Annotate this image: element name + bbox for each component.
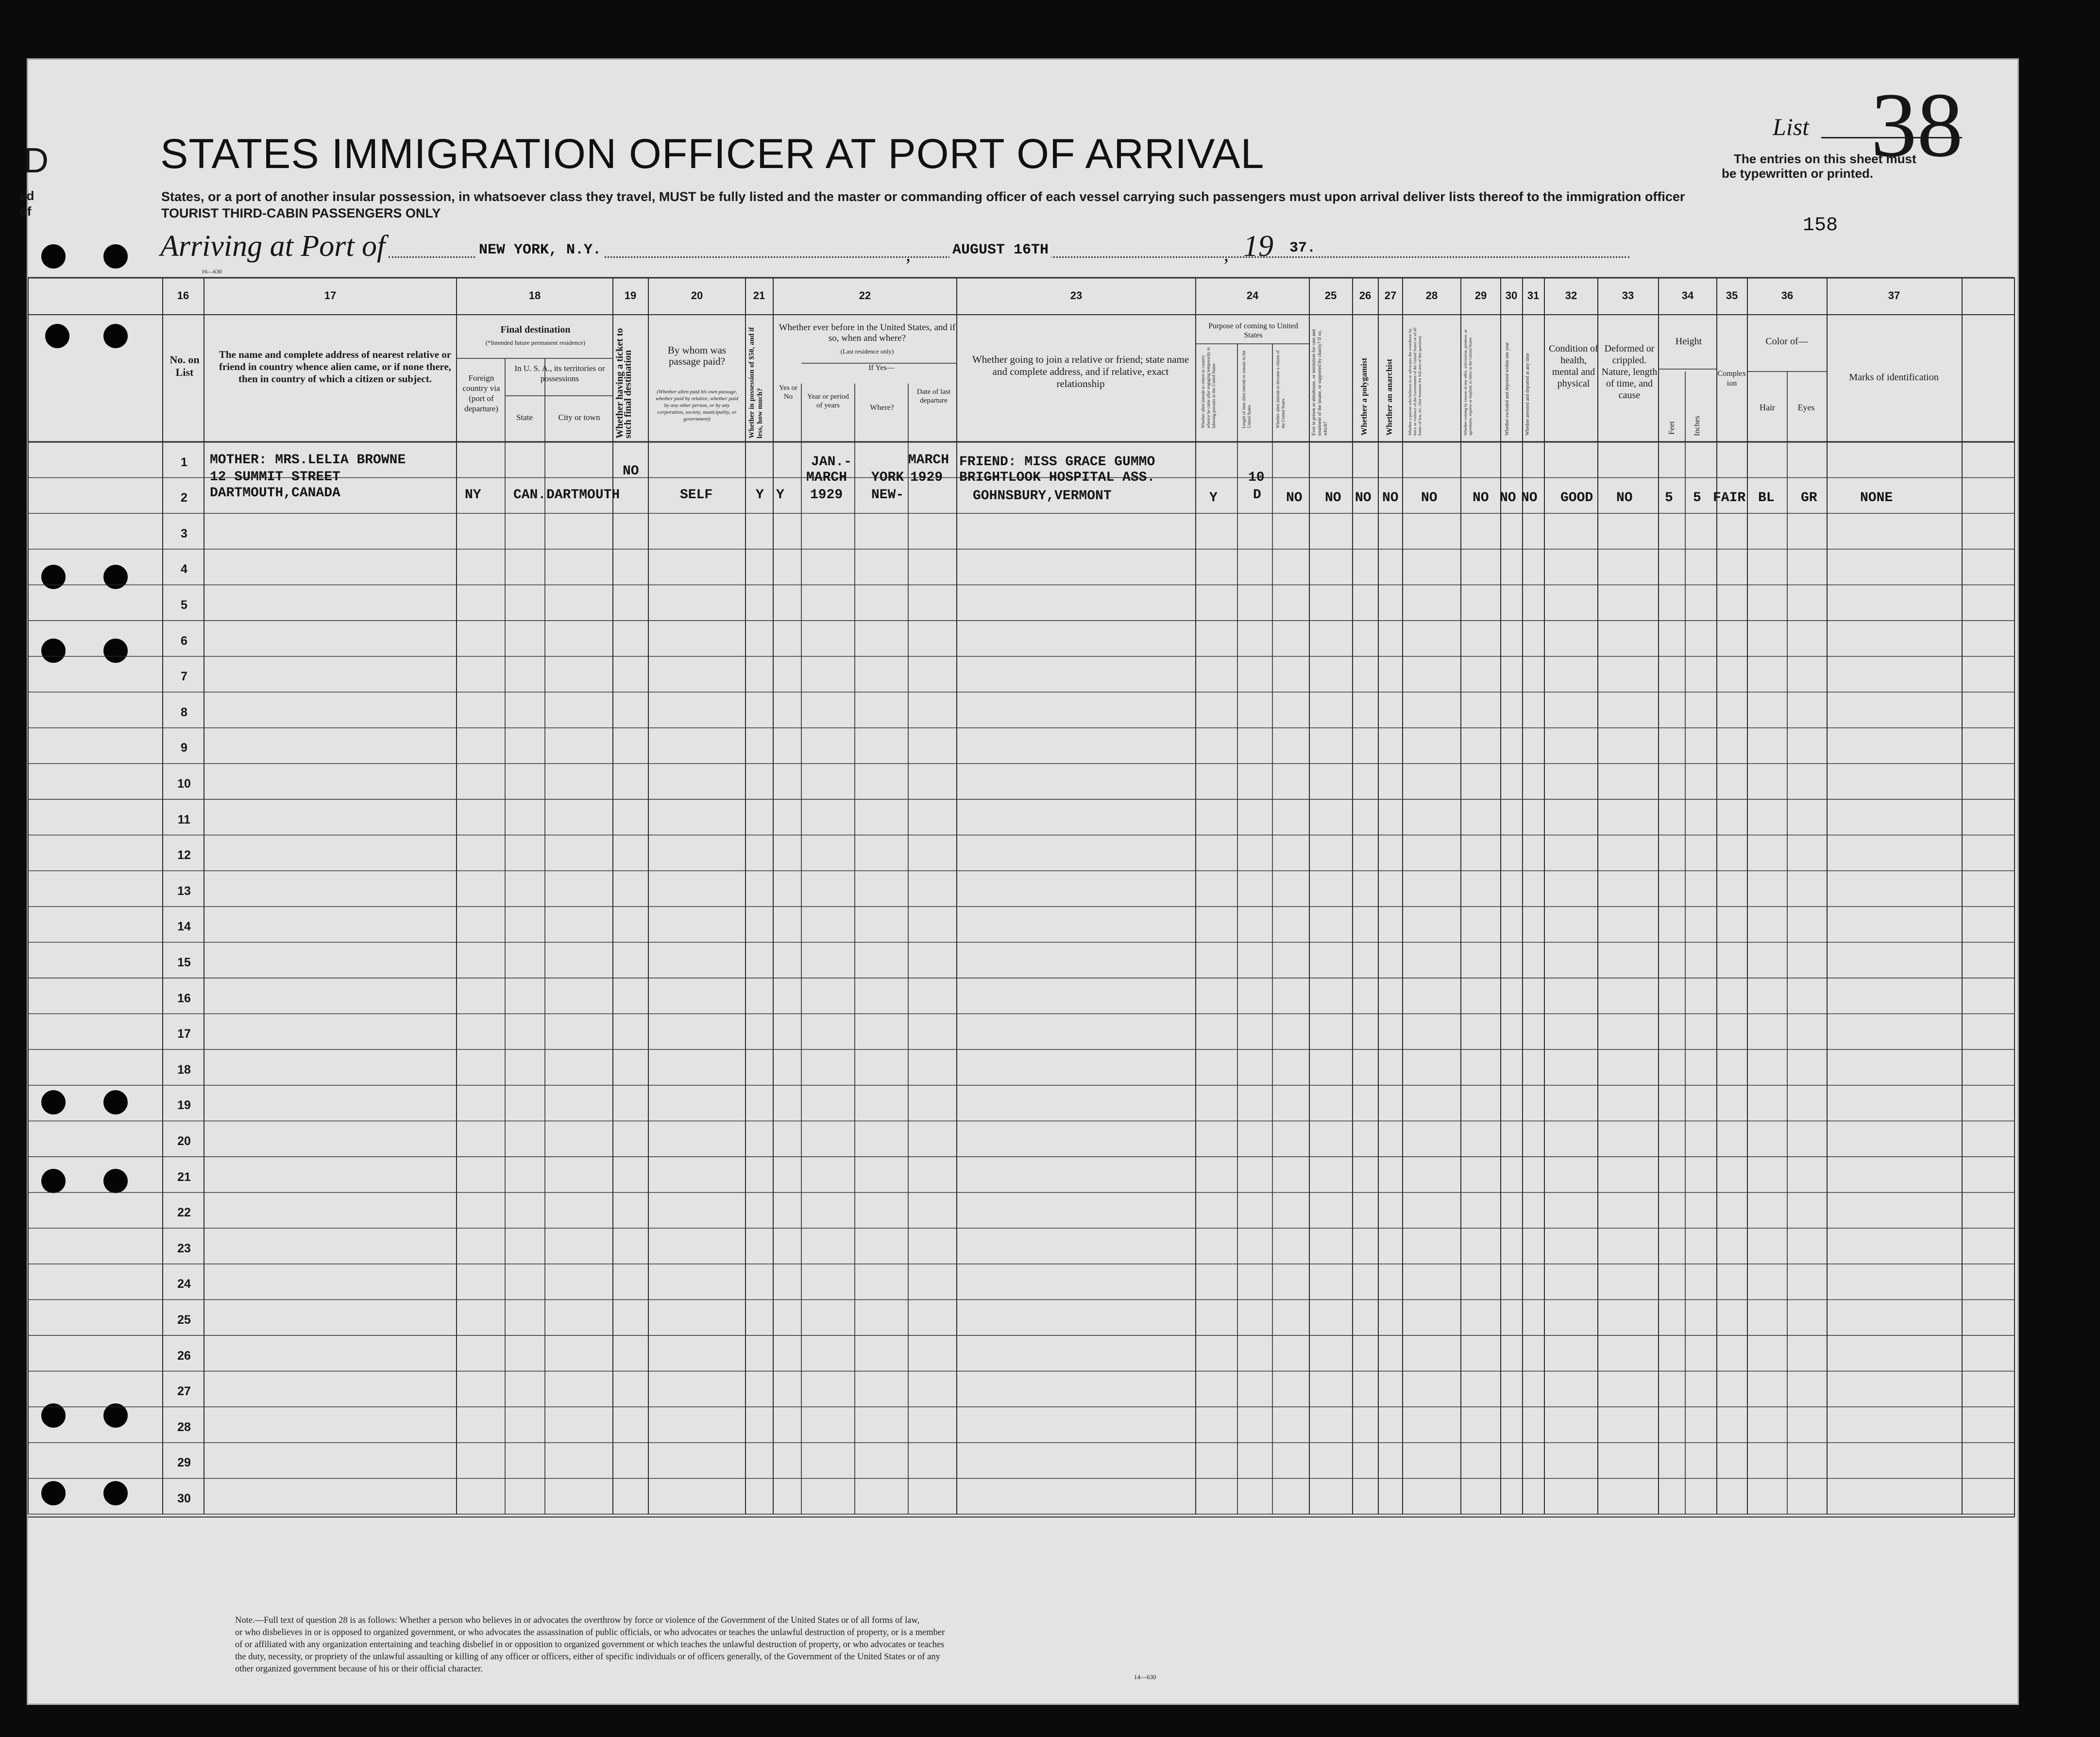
row-number: 27 [177, 1384, 191, 1399]
comma-2: , [1224, 243, 1229, 265]
row-number: 29 [177, 1456, 191, 1470]
year-prefix: 19 [1243, 230, 1273, 263]
header-purpose-return: Whether alien intends to return to country whence he came after engaging temporarily in laboring pursuits in the United States [1201, 347, 1216, 428]
entry1-relative-line1: MOTHER: MRS.LELIA BROWNE [210, 453, 406, 468]
header-labor-offer: Whether coming by reason of any offer, solicitation, promise, or agreement, express or implied, to labor in the United States [1463, 329, 1473, 436]
entry1-relative-line2: 12 SUMMIT STREET [210, 470, 340, 485]
entry1-last-departure-line2: 1929 [910, 470, 943, 485]
row-number: 7 [181, 670, 187, 684]
row-number: 25 [177, 1313, 191, 1327]
header-eyes: Eyes [1797, 403, 1815, 412]
entry1-ever-before: Y [776, 488, 784, 503]
column-number: 20 [691, 289, 703, 302]
row-number: 21 [177, 1170, 191, 1184]
header-inches: Inches [1693, 416, 1701, 436]
instructions-line-2: TOURIST THIRD-CABIN PASSENGERS ONLY [161, 206, 441, 220]
footnote-line-4: the duty, necessity, or propriety of the unlawful assaulting or killing of any officer or officers, either of specific individuals or of officers generally, of the Government of the United States or of any [235, 1652, 940, 1662]
column-number: 19 [624, 289, 637, 302]
entry1-eyes: GR [1801, 490, 1817, 506]
column-number: 23 [1070, 289, 1083, 302]
column-number: 16 [177, 289, 189, 302]
header-going-to-join: Whether going to join a relative or friend; state name and complete address, and if relative, exact relationship [972, 354, 1189, 389]
row-number: 30 [177, 1492, 191, 1505]
entry1-ticket: NO [623, 464, 639, 479]
column-number: 34 [1681, 289, 1694, 302]
column-number: 30 [1505, 289, 1518, 302]
entry1-where-line1: YORK [871, 470, 904, 485]
header-marks: Marks of identification [1849, 372, 1939, 383]
header-ever-before: Whether ever before in the United States, and if so, when and where? [779, 322, 956, 343]
entry1-passage-paid: SELF [680, 488, 713, 503]
column-number: 29 [1474, 289, 1487, 302]
entry1-purpose-return: Y [1209, 490, 1218, 506]
entry1-health: GOOD [1560, 490, 1593, 506]
header-city: City or town [558, 413, 600, 422]
column-number: 37 [1888, 289, 1900, 302]
entry1-has-50: Y [756, 488, 764, 503]
row-number: 22 [177, 1206, 191, 1220]
entry1-hair: BL [1758, 490, 1775, 506]
header-overthrow: Whether a person who believes in or advocates the overthrow by force or violence of the Government of the United States or of all forms of law, etc. (See footnote for full text of this question) [1407, 327, 1422, 436]
column-number: 17 [324, 289, 337, 302]
entry1-prison: NO [1325, 490, 1341, 506]
page-number: 158 [1803, 215, 1838, 236]
header-final-destination-sub: (*Intended future permanent residence) [485, 339, 586, 346]
header-deformed: Deformed or crippled. Nature, length of time, and cause [1601, 343, 1658, 401]
left-edge-fragment-3: of [19, 204, 32, 219]
entry1-years-line3: 1929 [810, 488, 843, 503]
row-number: 10 [177, 777, 191, 791]
entry1-relative-line3: DARTMOUTH,CANADA [210, 486, 340, 501]
entry1-joining-line2: BRIGHTLOOK HOSPITAL ASS. [959, 470, 1155, 485]
column-number: 26 [1359, 289, 1372, 302]
year-suffix: 37. [1289, 240, 1316, 256]
entries-note-1: The entries on this sheet must [1734, 152, 1916, 166]
header-polygamist: Whether a polygamist [1359, 357, 1369, 436]
entry1-polygamist: NO [1355, 490, 1372, 506]
row-number: 2 [181, 491, 187, 505]
entry1-years-line1: JAN.- [811, 455, 852, 470]
header-anarchist: Whether an anarchist [1385, 358, 1394, 436]
entry1-arrested: NO [1521, 490, 1538, 506]
entry1-overthrow: NO [1421, 490, 1438, 506]
header-date-last-departure: Date of last departure [916, 388, 951, 405]
entry1-height-inches: 5 [1693, 490, 1701, 506]
entry1-city: DARTMOUTH [546, 488, 620, 503]
entry1-complexion: FAIR [1713, 490, 1746, 506]
header-passage-paid: By whom was passage paid? [667, 344, 727, 367]
header-where: Where? [870, 404, 894, 412]
row-number: 28 [177, 1420, 191, 1434]
row-number: 23 [177, 1241, 191, 1255]
column-number: 21 [753, 289, 765, 302]
header-state: State [516, 413, 533, 422]
entry1-length-of-stay-2: D [1253, 488, 1261, 503]
column-number: 25 [1324, 289, 1337, 302]
header-feet: Feet [1668, 421, 1676, 435]
instructions-line-1: States, or a port of another insular possession, in whatsoever class they travel, MUST be fully listed and the master or commanding officer of each vessel carrying such passengers must upon arrival deliver lists thereof to the immigration officer [161, 189, 1685, 204]
header-purpose-length: Length of time alien intends to remain in the United States [1241, 350, 1252, 428]
entry1-foreign-country: NY [465, 488, 481, 503]
header-ticket: Whether having a ticket to such final destination [614, 328, 633, 438]
column-number: 32 [1565, 289, 1577, 302]
header-excluded: Whether excluded and deported within one year [1505, 342, 1510, 436]
row-number: 20 [177, 1134, 191, 1148]
entry1-height-feet: 5 [1665, 490, 1673, 506]
row-number: 24 [177, 1277, 191, 1291]
entry1-labor-offer: NO [1473, 490, 1489, 506]
entry1-where-line2: NEW- [871, 488, 904, 503]
header-if-yes: If Yes— [868, 364, 895, 372]
entry1-anarchist: NO [1382, 490, 1399, 506]
form-code-top: 16—630 [202, 268, 222, 275]
row-number: 1 [181, 455, 187, 469]
header-color-of: Color of— [1765, 336, 1808, 347]
row-number: 26 [177, 1349, 191, 1363]
row-number: 5 [181, 598, 187, 612]
header-passage-paid-sub: (Whether alien paid his own passage, whether paid by relative, whether paid by any other person, or by any corporation, society, municipality, or government) [655, 389, 739, 422]
footnote-line-3: of or affiliated with any organization entertaining and teaching disbelief in or opposition to organized government or which teaches the unlawful destruction of property, or who advocates or teaches [235, 1640, 945, 1650]
entry1-length-of-stay-1: 10 [1248, 470, 1265, 485]
header-height: Height [1675, 336, 1702, 347]
row-number: 11 [177, 812, 191, 826]
left-edge-fragment-1: D [23, 141, 49, 180]
row-number: 17 [177, 1027, 191, 1041]
row-number: 14 [177, 920, 191, 934]
header-purpose: Purpose of coming to United States [1208, 322, 1298, 339]
header-nearest-relative: The name and complete address of nearest relative or friend in country whence alien came, or if none there, then in country of which a citizen or subject. [219, 349, 452, 385]
row-number: 13 [177, 884, 191, 898]
header-purpose-citizen: Whether alien intends to become a citizen of the United States [1275, 350, 1286, 428]
column-number: 22 [859, 289, 871, 302]
column-number: 18 [528, 289, 541, 302]
page-title: STATES IMMIGRATION OFFICER AT PORT OF ARRIVAL [160, 131, 1265, 177]
entry1-marks: NONE [1860, 490, 1893, 506]
column-number: 35 [1726, 289, 1738, 302]
entry1-last-departure-line1: MARCH [908, 453, 949, 468]
arriving-label: Arriving at Port of [160, 230, 386, 263]
header-possession-50: Whether in possession of $50, and if less, how much? [748, 327, 764, 438]
entry1-state: CAN. [513, 488, 546, 503]
row-number: 16 [177, 991, 191, 1005]
header-prison: Ever in prison or almshouse, or institution for care and treatment of the insane, or supported by charity? If so, which? [1311, 329, 1328, 436]
header-year-period: Year or period of years [807, 393, 849, 409]
column-number: 28 [1425, 289, 1438, 302]
footnote-line-5: other organized government because of his or their official character. [235, 1664, 483, 1674]
entry1-excluded: NO [1500, 490, 1516, 506]
header-final-destination: Final destination [500, 324, 571, 335]
arrival-port: NEW YORK, N.Y. [476, 242, 604, 258]
column-number: 31 [1527, 289, 1540, 302]
list-number: 38 [1871, 74, 1963, 176]
entry1-deformed: NO [1616, 490, 1633, 506]
comma-1: , [906, 243, 911, 265]
header-health: Condition of health, mental and physical [1549, 343, 1598, 389]
entries-note-2: be typewritten or printed. [1722, 166, 1874, 181]
column-number: 36 [1781, 289, 1794, 302]
header-ever-before-sub: (Last residence only) [840, 348, 894, 355]
row-number: 4 [181, 562, 187, 576]
form-code-bottom: 14—630 [1134, 1673, 1156, 1681]
row-number: 12 [177, 848, 191, 862]
row-number: 8 [181, 705, 187, 719]
left-edge-fragment-2: ed [19, 188, 34, 203]
column-number: 27 [1384, 289, 1397, 302]
row-number: 6 [181, 634, 187, 648]
footnote-line-1: Note.—Full text of question 28 is as follows: Whether a person who believes in or advocates the overthrow by force or violence of the Government of the United States or of all forms of law, [235, 1616, 920, 1625]
entry1-years-line2: MARCH [806, 470, 847, 485]
header-no-on-list: No. on List [169, 354, 200, 378]
row-number: 19 [177, 1098, 191, 1113]
entry1-joining-line1: FRIEND: MISS GRACE GUMMO [959, 455, 1155, 470]
arrival-date: AUGUST 16TH [949, 242, 1051, 258]
row-number: 15 [177, 956, 191, 969]
header-in-usa: In U. S. A., its territories or possessions [514, 364, 605, 383]
footnote-line-2: or who disbelieves in or is opposed to organized government, or who advocates the assassination of public officials, or who advocates or teaches the unlawful destruction of property, or is a member [235, 1628, 945, 1637]
column-number: 24 [1246, 289, 1259, 302]
row-number: 3 [181, 526, 187, 540]
list-label: List [1773, 113, 1810, 140]
column-number: 33 [1622, 289, 1634, 302]
header-hair: Hair [1760, 403, 1775, 412]
header-arrested: Whether arrested and deported at any time [1525, 353, 1530, 436]
entry1-joining-line3: GOHNSBURY,VERMONT [973, 489, 1112, 504]
header-yes-no: Yes or No [779, 384, 798, 401]
header-complexion: Complexion [1717, 370, 1746, 388]
row-number: 9 [181, 741, 187, 755]
row-number: 18 [177, 1062, 191, 1077]
entry1-become-citizen: NO [1286, 490, 1303, 506]
header-foreign-country: Foreign country via (port of departure) [462, 373, 500, 413]
footnote [235, 1615, 945, 1675]
